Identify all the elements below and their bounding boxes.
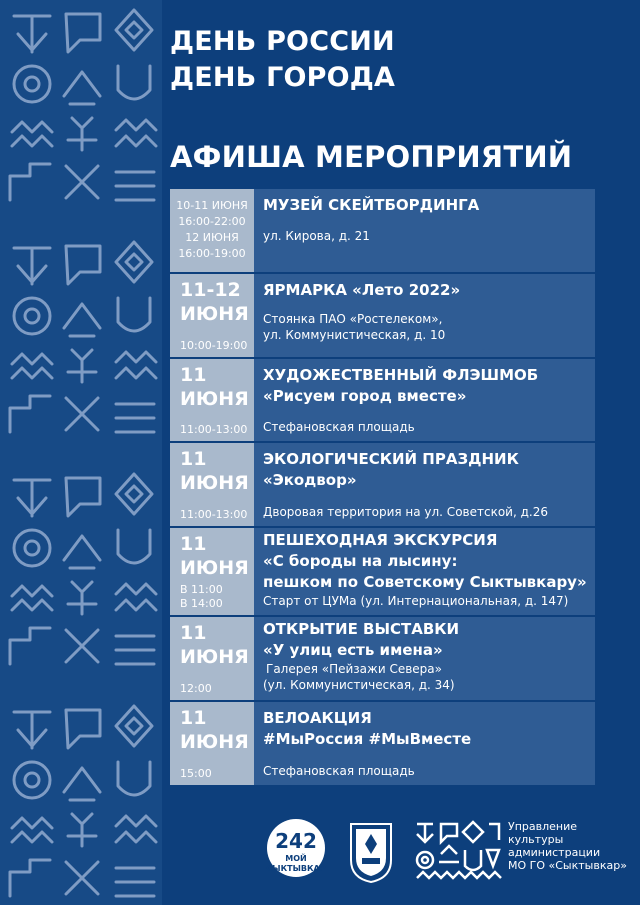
speech-box-motif-icon (66, 478, 100, 516)
date-line: 12 ИЮНЯ (185, 231, 239, 245)
time-line: 16:00-22:00 (178, 215, 246, 229)
event-time: 12:00 (180, 682, 212, 696)
event-row-exhibition (170, 617, 595, 702)
event-location: (ул. Коммунистическая, д. 34) (263, 678, 455, 693)
event-location: Галерея «Пейзажи Севера» (266, 662, 442, 677)
arrow-motif-icon (14, 712, 50, 748)
target-motif-icon (14, 530, 50, 566)
cross-motif-icon (66, 630, 98, 662)
dept-line: культуры (508, 833, 564, 846)
target-core-icon (25, 773, 39, 787)
chevron-motif-icon (64, 72, 100, 104)
event-info (254, 274, 595, 357)
speech-box-motif-icon (66, 710, 100, 748)
target-core-icon (25, 309, 39, 323)
event-month: ИЮНЯ (180, 646, 249, 669)
event-row-flashmob (170, 359, 595, 444)
event-date (170, 528, 254, 615)
event-title: МУЗЕЙ СКЕЙТБОРДИНГА (263, 196, 480, 214)
event-subtitle: пешком по Советскому Сыктывкару» (263, 573, 587, 592)
zigzag-motif-icon (116, 600, 156, 610)
event-time: 10:00-19:00 (180, 338, 248, 352)
event-month: ИЮНЯ (180, 472, 249, 495)
event-info (254, 617, 595, 700)
event-date (170, 189, 254, 272)
step-motif-icon (10, 396, 50, 432)
event-month: ИЮНЯ (180, 731, 249, 754)
chevron-motif-icon (64, 536, 100, 568)
event-location: Стефановская площадь (263, 420, 415, 435)
target-motif-icon (14, 762, 50, 798)
event-day: 11-12 (180, 278, 241, 301)
zigzag-motif-icon (116, 816, 156, 826)
event-title: ХУДОЖЕСТВЕННЫЙ ФЛЭШМОБ (263, 365, 539, 384)
event-title: ЯРМАРКА «Лето 2022» (263, 280, 461, 299)
target-core-icon (25, 77, 39, 91)
diamond-motif-icon (116, 706, 152, 746)
event-title: ЭКОЛОГИЧЕСКИЙ ПРАЗДНИК (263, 450, 519, 469)
event-subtitle: «У улиц есть имена» (263, 641, 443, 660)
event-row-fair (170, 274, 595, 359)
title-line-1: ДЕНЬ РОССИИ (170, 26, 395, 57)
logo-text-2: СЫКТЫВКАР (266, 864, 326, 873)
zigzag-motif-icon (116, 352, 156, 362)
event-day: 11 (180, 533, 207, 556)
event-title: ОТКРЫТИЕ ВЫСТАВКИ (263, 620, 460, 639)
lines-motif-icon (116, 868, 154, 896)
event-info (254, 189, 595, 272)
city-242-logo (258, 818, 336, 882)
zigzag-motif-icon (116, 368, 156, 378)
cross-motif-icon (66, 398, 98, 430)
arrow-motif-icon (14, 16, 50, 52)
event-day: 11 (180, 707, 207, 730)
event-subtitle: «С бороды на лысину: (263, 552, 458, 571)
zigzag-motif-icon (116, 584, 156, 594)
lines-motif-icon (116, 404, 154, 432)
ornament-icon (0, 0, 162, 905)
dept-line: Управление (508, 820, 578, 833)
event-date (170, 702, 254, 785)
u-motif-icon (118, 298, 150, 331)
event-info (254, 702, 595, 785)
event-time: В 11:00 (180, 583, 223, 597)
cross-motif-icon (66, 166, 98, 198)
event-month: ИЮНЯ (180, 302, 249, 325)
culture-dept-logo (413, 820, 503, 884)
speech-box-motif-icon (66, 14, 100, 52)
diamond-motif-icon (116, 474, 152, 514)
zigzag-motif-icon (12, 586, 52, 596)
target-motif-icon (14, 298, 50, 334)
arrow-motif-icon (14, 248, 50, 284)
culture-department-name (508, 820, 627, 872)
event-location: Дворовая территория на ул. Советской, д.26 (263, 505, 548, 520)
event-day: 11 (180, 622, 207, 645)
zigzag-motif-icon (116, 832, 156, 842)
coat-of-arms-icon (348, 820, 394, 884)
event-info (254, 443, 595, 526)
date-line: 10-11 ИЮНЯ (176, 199, 248, 213)
step-motif-icon (10, 860, 50, 896)
title-line-2: ДЕНЬ ГОРОДА (170, 62, 396, 93)
zigzag-motif-icon (12, 368, 52, 378)
step-motif-icon (10, 628, 50, 664)
figure-motif-icon (68, 814, 96, 846)
event-date (170, 443, 254, 526)
diamond-motif-icon (116, 10, 152, 50)
event-title: ПЕШЕХОДНАЯ ЭКСКУРСИЯ (263, 531, 498, 550)
dept-line: МО ГО «Сыктывкар» (508, 859, 627, 872)
event-row-eco (170, 443, 595, 528)
chevron-motif-icon (64, 768, 100, 800)
zigzag-motif-icon (12, 122, 52, 132)
logo-number: 242 (275, 829, 317, 853)
figure-motif-icon (68, 350, 96, 382)
diamond-motif-icon (116, 242, 152, 282)
zigzag-motif-icon (12, 832, 52, 842)
time-line: 16:00-19:00 (178, 247, 246, 261)
zigzag-motif-icon (12, 600, 52, 610)
event-time: 11:00-13:00 (180, 423, 248, 437)
event-subtitle: «Экодвор» (263, 471, 357, 490)
footer-logos (258, 818, 638, 888)
event-subtitle: «Рисуем город вместе» (263, 386, 467, 405)
event-info (254, 359, 595, 442)
speech-box-motif-icon (66, 246, 100, 284)
event-location: Старт от ЦУМа (ул. Интернациональная, д. 147) (263, 594, 569, 609)
figure-motif-icon (68, 582, 96, 614)
event-row-excursion (170, 528, 595, 617)
event-info (254, 528, 595, 615)
ornament-pattern (0, 0, 162, 905)
event-row-bike (170, 702, 595, 785)
event-time: В 14:00 (180, 597, 223, 611)
lines-motif-icon (116, 636, 154, 664)
dept-line: администрации (508, 846, 601, 859)
page-title (170, 24, 395, 96)
event-date (170, 274, 254, 357)
event-date (170, 617, 254, 700)
arrow-motif-icon (14, 480, 50, 516)
zigzag-motif-icon (12, 818, 52, 828)
u-motif-icon (118, 66, 150, 99)
events-schedule (170, 189, 595, 785)
event-time: 15:00 (180, 766, 212, 780)
step-motif-icon (10, 164, 50, 200)
u-motif-icon (118, 762, 150, 795)
event-row-skateboard (170, 189, 595, 274)
lines-motif-icon (116, 172, 154, 200)
target-motif-icon (14, 66, 50, 102)
cross-motif-icon (66, 862, 98, 894)
event-month: ИЮНЯ (180, 557, 249, 580)
u-motif-icon (118, 530, 150, 563)
event-day: 11 (180, 363, 207, 386)
target-core-icon (25, 541, 39, 555)
chevron-motif-icon (64, 304, 100, 336)
event-location: Стоянка ПАО «Ростелеком», (263, 311, 443, 326)
event-location: ул. Коммунистическая, д. 10 (263, 327, 446, 342)
event-title: ВЕЛОАКЦИЯ (263, 709, 372, 728)
figure-motif-icon (68, 118, 96, 150)
event-location: ул. Кирова, д. 21 (263, 229, 370, 243)
event-date (170, 359, 254, 442)
zigzag-motif-icon (116, 120, 156, 130)
zigzag-motif-icon (12, 136, 52, 146)
event-month: ИЮНЯ (180, 387, 249, 410)
event-location: Стефановская площадь (263, 763, 415, 778)
afisha-heading: АФИША МЕРОПРИЯТИЙ (170, 140, 573, 174)
event-day: 11 (180, 448, 207, 471)
event-time: 11:00-13:00 (180, 508, 248, 522)
zigzag-motif-icon (116, 136, 156, 146)
logo-text-1: МОЙ (285, 854, 307, 863)
event-subtitle: #МыРоссия #МыВместе (263, 730, 472, 749)
zigzag-motif-icon (12, 354, 52, 364)
